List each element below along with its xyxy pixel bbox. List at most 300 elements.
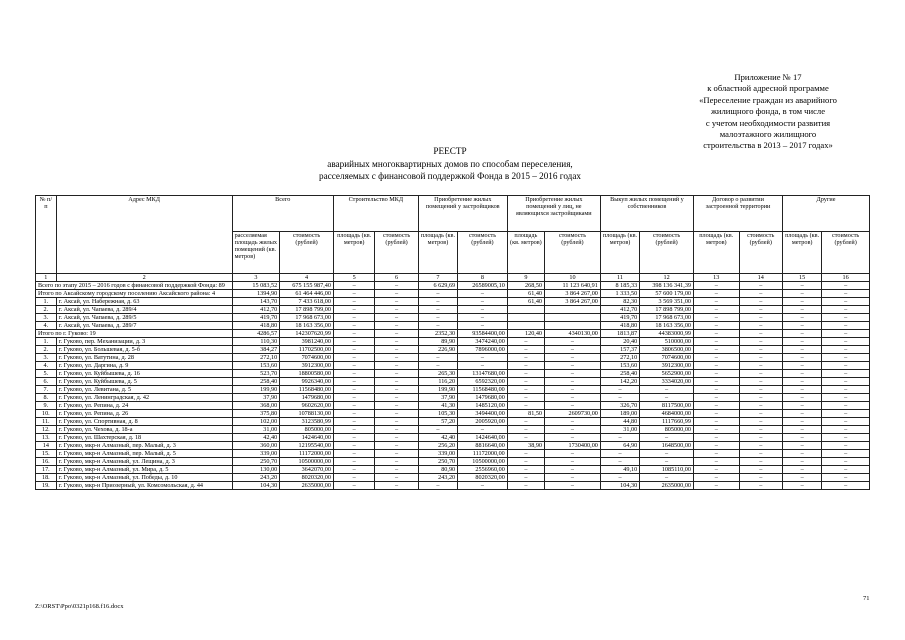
row-value: –: [375, 362, 418, 370]
row-value: 199,90: [418, 386, 457, 394]
row-value: 80,90: [418, 466, 457, 474]
row-value: –: [333, 394, 374, 402]
row-number: 5.: [36, 370, 57, 378]
row-value: 142,20: [600, 378, 639, 386]
row-value: –: [739, 282, 782, 290]
column-number: 5: [333, 274, 374, 282]
row-value: 339,00: [232, 450, 280, 458]
row-address: г. Гуково, мкр-н Приозерный, ул. Комсомольская, д. 44: [56, 482, 232, 490]
row-value: 360,00: [232, 442, 280, 450]
table-row: [36, 386, 870, 394]
row-value: 675 155 987,40: [280, 282, 334, 290]
row-value: –: [739, 338, 782, 346]
row-value: –: [694, 354, 740, 362]
row-number: 8.: [36, 394, 57, 402]
row-address: г. Аксай, ул. Чапаева, д. 289/5: [56, 314, 232, 322]
column-number: 6: [375, 274, 418, 282]
table-row: [36, 394, 870, 402]
row-value: –: [822, 394, 870, 402]
row-value: 12195540,00: [280, 442, 334, 450]
row-value: –: [507, 394, 544, 402]
row-value: 326,70: [600, 402, 639, 410]
table-row: [36, 474, 870, 482]
row-value: 82,30: [600, 298, 639, 306]
row-value: [545, 314, 601, 322]
row-number: 9.: [36, 402, 57, 410]
row-value: 1730400,00: [545, 442, 601, 450]
row-value: –: [739, 298, 782, 306]
table-row: [36, 330, 870, 338]
table-row: [36, 418, 870, 426]
row-value: 5652900,00: [640, 370, 694, 378]
row-value: –: [782, 370, 821, 378]
row-address: г. Гуково, ул. Спортивная, д. 8: [56, 418, 232, 426]
row-address: г. Гуково, ул. Чехова, д. 18-а: [56, 426, 232, 434]
row-value: –: [545, 378, 601, 386]
row-value: –: [782, 434, 821, 442]
column-number: 11: [600, 274, 639, 282]
row-value: –: [782, 298, 821, 306]
row-value: –: [739, 394, 782, 402]
row-value: 11172000,00: [458, 450, 508, 458]
row-value: 116,20: [418, 378, 457, 386]
table-row: [36, 450, 870, 458]
row-value: –: [333, 458, 374, 466]
page-number: 71: [863, 595, 870, 602]
row-number: 1.: [36, 298, 57, 306]
header-acq-nondevelopers: Приобретение жилых помещений у лиц, не являющихся застройщиками: [507, 196, 600, 232]
row-value: –: [694, 482, 740, 490]
row-value: 268,50: [507, 282, 544, 290]
row-value: –: [600, 474, 639, 482]
column-number-row: [36, 274, 870, 282]
row-value: 1479680,00: [280, 394, 334, 402]
row-value: –: [782, 482, 821, 490]
row-value: –: [782, 450, 821, 458]
row-value: –: [782, 314, 821, 322]
row-address: г. Гуково, мкр-н Алмазный, ул. Победы, д. 10: [56, 474, 232, 482]
column-number: 1: [36, 274, 57, 282]
row-value: –: [375, 386, 418, 394]
row-value: –: [545, 346, 601, 354]
title-heading: РЕЕСТР: [433, 146, 467, 156]
row-value: –: [694, 378, 740, 386]
row-value: –: [782, 290, 821, 298]
row-value: 523,70: [232, 370, 280, 378]
row-value: –: [822, 322, 870, 330]
row-value: –: [782, 346, 821, 354]
row-value: –: [375, 474, 418, 482]
row-value: –: [545, 466, 601, 474]
row-value: –: [375, 338, 418, 346]
row-value: 256,20: [418, 442, 457, 450]
row-value: –: [375, 442, 418, 450]
row-value: 2352,30: [418, 330, 457, 338]
row-value: –: [375, 394, 418, 402]
row-value: –: [640, 474, 694, 482]
row-value: –: [507, 386, 544, 394]
header-area: площадь (кв. метров): [782, 232, 821, 274]
row-value: –: [545, 426, 601, 434]
header-dev-agreement: Договор о развитии застроенной территории: [694, 196, 783, 232]
header-area: площадь (кв. метров): [694, 232, 740, 274]
row-value: –: [375, 466, 418, 474]
row-value: –: [458, 354, 508, 362]
row-value: –: [822, 442, 870, 450]
row-value: –: [545, 354, 601, 362]
row-value: 258,40: [600, 370, 639, 378]
row-value: –: [822, 338, 870, 346]
row-value: 8 185,33: [600, 282, 639, 290]
row-value: –: [375, 482, 418, 490]
row-value: –: [739, 402, 782, 410]
table-row: [36, 322, 870, 330]
row-number: 19.: [36, 482, 57, 490]
column-number: 12: [640, 274, 694, 282]
row-value: 250,70: [232, 458, 280, 466]
row-value: –: [600, 458, 639, 466]
row-value: –: [545, 370, 601, 378]
row-value: 18 163 356,00: [640, 322, 694, 330]
row-value: –: [507, 402, 544, 410]
row-value: –: [507, 450, 544, 458]
header-area: площадь (кв. метров): [333, 232, 374, 274]
row-value: –: [418, 298, 457, 306]
row-value: 15 083,52: [232, 282, 280, 290]
row-value: 3 569 351,00: [640, 298, 694, 306]
row-value: –: [545, 386, 601, 394]
row-value: –: [782, 322, 821, 330]
row-value: –: [782, 426, 821, 434]
row-value: –: [600, 386, 639, 394]
row-value: –: [739, 322, 782, 330]
column-number: 9: [507, 274, 544, 282]
summary-label: Итого по г. Гуково: 19: [36, 330, 233, 338]
row-value: –: [782, 338, 821, 346]
row-value: –: [545, 394, 601, 402]
row-value: 41,30: [418, 402, 457, 410]
row-value: –: [782, 362, 821, 370]
row-value: 272,10: [232, 354, 280, 362]
row-value: –: [507, 482, 544, 490]
row-value: –: [822, 282, 870, 290]
row-value: –: [333, 426, 374, 434]
row-address: г. Аксай, ул. Набережная, д. 63: [56, 298, 232, 306]
row-number: 15.: [36, 450, 57, 458]
row-value: –: [822, 458, 870, 466]
row-value: 412,70: [232, 306, 280, 314]
row-value: 7896000,00: [458, 346, 508, 354]
row-value: –: [458, 298, 508, 306]
row-value: –: [782, 410, 821, 418]
row-value: 11568480,00: [458, 386, 508, 394]
row-value: 3 864 267,00: [545, 290, 601, 298]
row-value: 44,80: [600, 418, 639, 426]
row-value: 2609730,00: [545, 410, 601, 418]
table-row: [36, 306, 870, 314]
row-value: –: [694, 346, 740, 354]
row-value: –: [782, 466, 821, 474]
row-value: –: [418, 314, 457, 322]
row-value: 10788130,00: [280, 410, 334, 418]
column-number: 13: [694, 274, 740, 282]
row-number: 6.: [36, 378, 57, 386]
row-value: 57,20: [418, 418, 457, 426]
row-value: 44383000,99: [640, 330, 694, 338]
row-value: –: [333, 418, 374, 426]
row-number: 1.: [36, 338, 57, 346]
row-value: –: [375, 306, 418, 314]
header-acq-developers: Приобретение жилых помещений у застройщиков: [418, 196, 507, 232]
row-value: –: [782, 394, 821, 402]
table-row: [36, 458, 870, 466]
row-value: –: [545, 474, 601, 482]
row-value: –: [375, 298, 418, 306]
row-value: –: [782, 386, 821, 394]
row-value: –: [694, 450, 740, 458]
row-value: –: [694, 330, 740, 338]
row-value: –: [822, 410, 870, 418]
row-value: 8117500,00: [640, 402, 694, 410]
row-value: 42,40: [232, 434, 280, 442]
row-value: –: [782, 402, 821, 410]
table-row: [36, 338, 870, 346]
row-value: 418,80: [600, 322, 639, 330]
row-value: 4286,57: [232, 330, 280, 338]
row-address: г. Гуково, ул. Куйбышева, д. 5: [56, 378, 232, 386]
row-value: 2556960,00: [458, 466, 508, 474]
row-value: –: [507, 474, 544, 482]
header-cost: стоимость (рублей): [822, 232, 870, 274]
row-value: –: [822, 370, 870, 378]
title-line: аварийных многоквартирных домов по способам переселения,: [327, 158, 573, 169]
row-value: –: [739, 418, 782, 426]
row-value: –: [545, 482, 601, 490]
row-value: –: [694, 386, 740, 394]
table-header: [36, 196, 870, 282]
row-address: г. Гуково, ул. Даргина, д. 9: [56, 362, 232, 370]
row-value: –: [333, 322, 374, 330]
table-row: [36, 482, 870, 490]
row-value: 130,00: [232, 466, 280, 474]
header-area: площадь (кв. метров): [418, 232, 457, 274]
row-value: –: [375, 322, 418, 330]
row-value: 10500000,00: [458, 458, 508, 466]
row-value: –: [739, 410, 782, 418]
row-value: 4684000,00: [640, 410, 694, 418]
table-row: [36, 354, 870, 362]
row-value: –: [640, 394, 694, 402]
row-value: –: [822, 418, 870, 426]
row-value: [507, 306, 544, 314]
row-value: –: [333, 346, 374, 354]
row-value: –: [822, 354, 870, 362]
column-number: 10: [545, 274, 601, 282]
row-value: [507, 314, 544, 322]
row-value: –: [545, 418, 601, 426]
row-value: 11 123 640,91: [545, 282, 601, 290]
row-value: –: [694, 322, 740, 330]
row-value: –: [739, 330, 782, 338]
row-value: 17 898 799,00: [640, 306, 694, 314]
row-value: 57 600 179,00: [640, 290, 694, 298]
table-row: [36, 282, 870, 290]
row-value: –: [640, 386, 694, 394]
document-title: [270, 145, 630, 183]
row-value: –: [458, 290, 508, 298]
row-value: 250,70: [418, 458, 457, 466]
row-value: 105,30: [418, 410, 457, 418]
row-value: –: [739, 482, 782, 490]
row-value: –: [545, 402, 601, 410]
row-value: –: [333, 354, 374, 362]
row-value: 3494400,00: [458, 410, 508, 418]
row-value: –: [694, 314, 740, 322]
footer-file-path: Z:\ORST\Ppo\0321p168.f16.docx: [35, 603, 124, 610]
row-address: г. Гуково, пер. Механизации, д. 3: [56, 338, 232, 346]
column-number: 16: [822, 274, 870, 282]
row-value: 157,37: [600, 346, 639, 354]
row-value: 10500000,00: [280, 458, 334, 466]
row-value: 272,10: [600, 354, 639, 362]
row-value: 3912300,00: [280, 362, 334, 370]
row-value: –: [333, 434, 374, 442]
row-number: 3.: [36, 314, 57, 322]
row-value: –: [739, 466, 782, 474]
row-value: –: [782, 282, 821, 290]
table-row: [36, 346, 870, 354]
row-value: –: [739, 434, 782, 442]
row-value: –: [822, 330, 870, 338]
row-value: –: [694, 370, 740, 378]
row-value: 1394,90: [232, 290, 280, 298]
row-value: 2005920,00: [458, 418, 508, 426]
row-number: 4.: [36, 362, 57, 370]
row-value: –: [375, 330, 418, 338]
row-address: г. Гуково, ул. Ленинградская, д. 42: [56, 394, 232, 402]
row-number: 13.: [36, 434, 57, 442]
row-value: –: [545, 458, 601, 466]
row-address: г. Гуково, мкр-н Алмазный, ул. Мира, д. 5: [56, 466, 232, 474]
header-area: площадь (кв. метров): [507, 232, 544, 274]
row-value: –: [600, 450, 639, 458]
row-value: 11702500,00: [280, 346, 334, 354]
row-value: –: [694, 418, 740, 426]
row-value: –: [333, 378, 374, 386]
row-value: –: [694, 466, 740, 474]
row-value: 3642070,00: [280, 466, 334, 474]
row-value: 189,00: [600, 410, 639, 418]
row-value: –: [333, 410, 374, 418]
header-buyout: Выкуп жилых помещений у собственников: [600, 196, 693, 232]
row-value: –: [375, 410, 418, 418]
row-value: 8020320,00: [280, 474, 334, 482]
row-value: –: [333, 290, 374, 298]
row-address: г. Гуково, ул. Репина, д. 24: [56, 402, 232, 410]
row-value: –: [507, 370, 544, 378]
row-value: –: [822, 466, 870, 474]
row-number: 7.: [36, 386, 57, 394]
row-value: –: [333, 466, 374, 474]
row-value: 8816640,00: [458, 442, 508, 450]
row-value: –: [822, 450, 870, 458]
row-value: –: [822, 474, 870, 482]
row-value: 199,90: [232, 386, 280, 394]
row-value: 419,70: [232, 314, 280, 322]
table-row: [36, 314, 870, 322]
row-value: –: [333, 450, 374, 458]
row-value: –: [739, 474, 782, 482]
row-value: –: [739, 442, 782, 450]
row-value: –: [507, 418, 544, 426]
row-value: –: [640, 450, 694, 458]
row-number: 10.: [36, 410, 57, 418]
row-value: –: [333, 330, 374, 338]
row-value: 64,90: [600, 442, 639, 450]
row-number: 4.: [36, 322, 57, 330]
row-value: 61 464 446,00: [280, 290, 334, 298]
row-value: –: [782, 458, 821, 466]
row-value: 265,30: [418, 370, 457, 378]
row-value: 49,10: [600, 466, 639, 474]
row-value: –: [375, 314, 418, 322]
row-value: 1813,87: [600, 330, 639, 338]
table-row: [36, 290, 870, 298]
row-value: –: [375, 426, 418, 434]
row-value: –: [375, 346, 418, 354]
appendix-line: с учетом необходимости развития: [705, 117, 831, 128]
row-value: 89,90: [418, 338, 457, 346]
row-value: 26589005,10: [458, 282, 508, 290]
table-row: [36, 362, 870, 370]
row-value: 418,80: [232, 322, 280, 330]
row-value: –: [822, 434, 870, 442]
row-address: г. Гуково, ул. Большевая, д. 5-б: [56, 346, 232, 354]
row-address: г. Гуково, мкр-н Алмазный, ул. Лещина, д. 3: [56, 458, 232, 466]
table-row: [36, 466, 870, 474]
row-value: –: [694, 410, 740, 418]
row-value: 368,00: [232, 402, 280, 410]
row-value: 143,70: [232, 298, 280, 306]
row-value: –: [822, 314, 870, 322]
row-value: –: [782, 474, 821, 482]
header-other: Другие: [782, 196, 869, 232]
row-value: 37,90: [232, 394, 280, 402]
column-number: 7: [418, 274, 457, 282]
row-number: 17.: [36, 466, 57, 474]
row-value: 339,00: [418, 450, 457, 458]
row-value: 110,30: [232, 338, 280, 346]
row-value: 153,60: [232, 362, 280, 370]
row-value: –: [458, 314, 508, 322]
row-value: –: [822, 426, 870, 434]
row-address: г. Аксай, ул. Чапаева, д. 289/4: [56, 306, 232, 314]
header-cost: стоимость (рублей): [640, 232, 694, 274]
row-value: 9926340,00: [280, 378, 334, 386]
row-value: [507, 322, 544, 330]
row-address: г. Аксай, ул. Чапаева, д. 289/7: [56, 322, 232, 330]
row-value: –: [375, 418, 418, 426]
row-address: г. Гуково, ул. Репина, д. 26: [56, 410, 232, 418]
row-value: 258,40: [232, 378, 280, 386]
row-value: 4340130,00: [545, 330, 601, 338]
row-value: –: [507, 338, 544, 346]
column-number: 8: [458, 274, 508, 282]
table-body: [36, 282, 870, 490]
row-value: –: [782, 418, 821, 426]
row-value: –: [694, 290, 740, 298]
header-total-area: расселяемая площадь жилых помещений (кв. метров): [232, 232, 280, 274]
